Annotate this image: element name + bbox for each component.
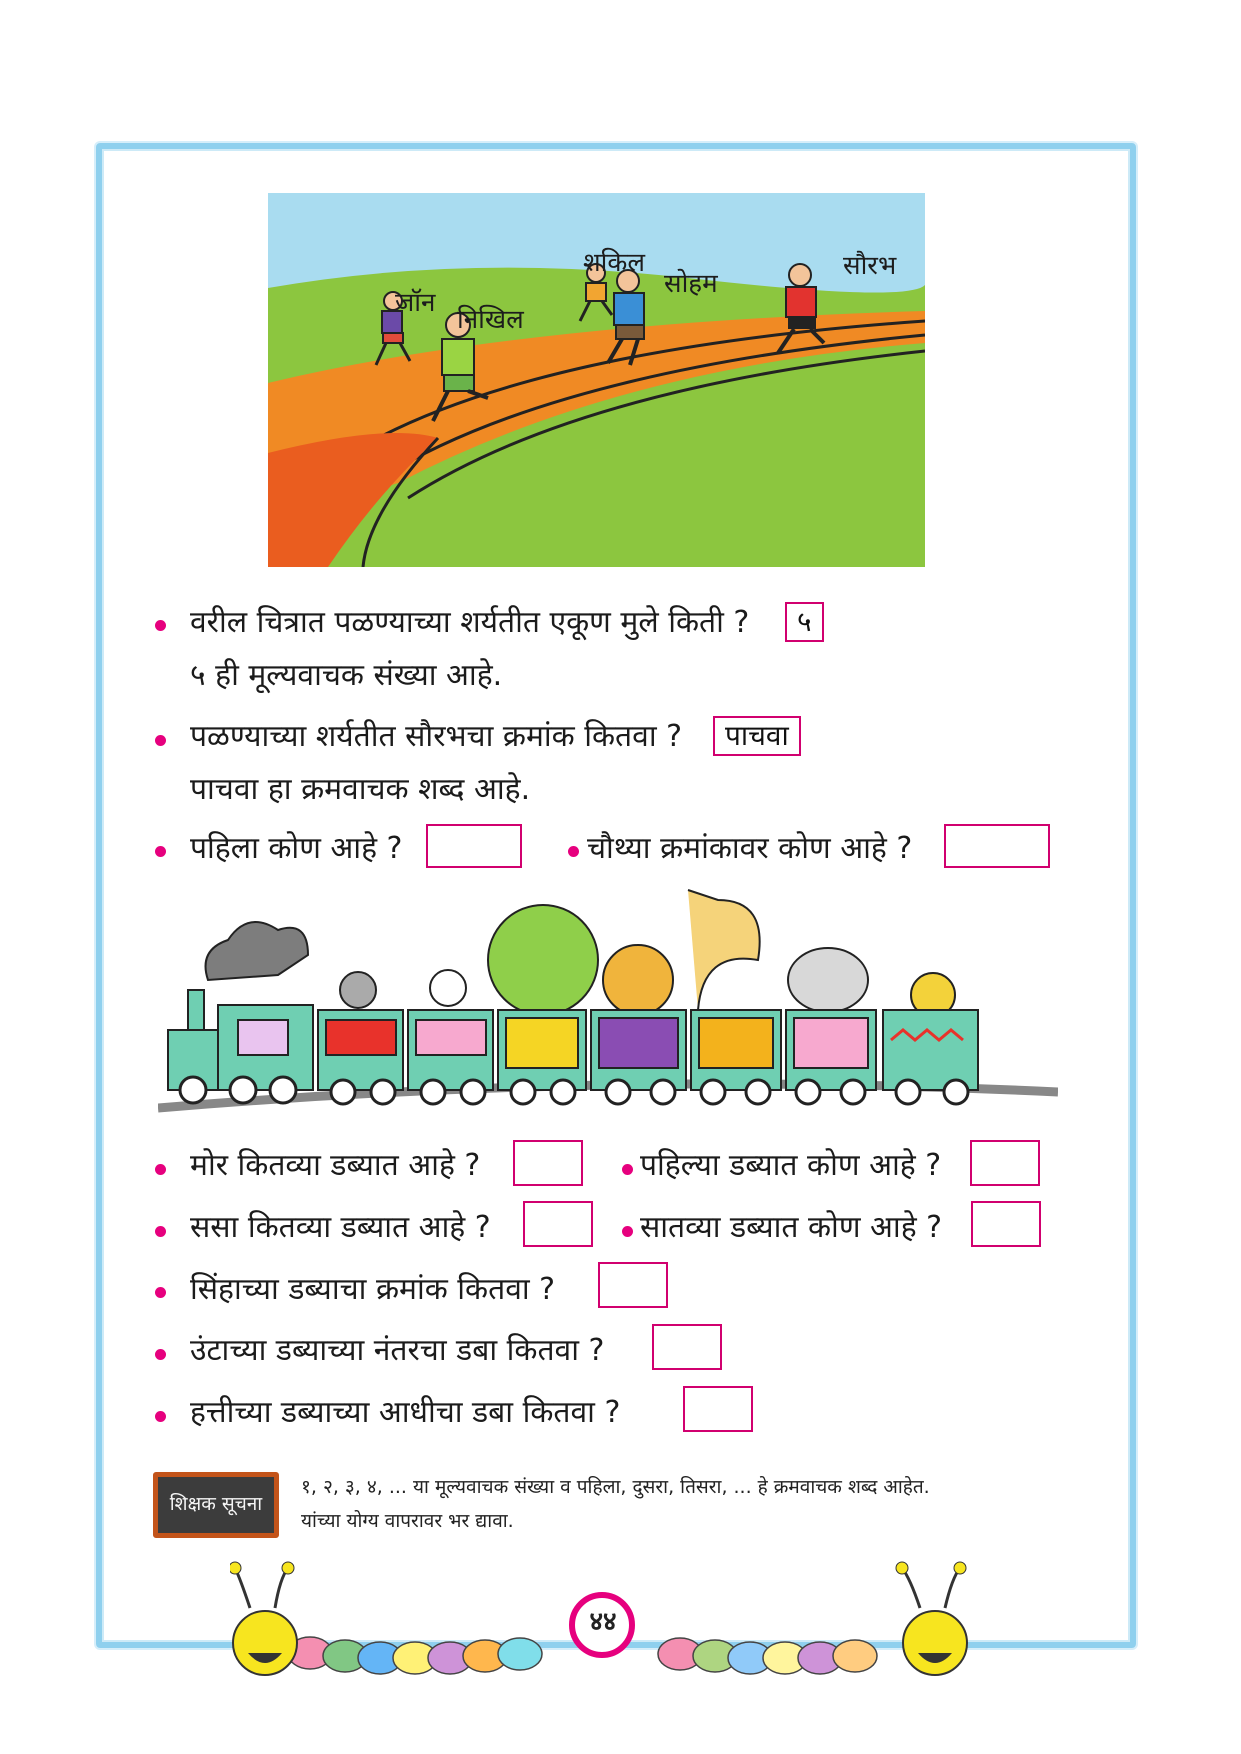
answer-box-lion[interactable] <box>598 1262 668 1308</box>
bullet <box>622 1226 633 1237</box>
answer-box-first-wagon[interactable] <box>970 1140 1040 1186</box>
answer-box-fourth[interactable] <box>944 824 1050 868</box>
name-soham: सोहम <box>664 269 718 299</box>
answer-box-peacock[interactable] <box>513 1140 583 1186</box>
teacher-note-board: शिक्षक सूचना <box>153 1472 279 1538</box>
teacher-note-line-1: १, २, ३, ४, ... या मूल्यवाचक संख्या व पहिला, दुसरा, तिसरा, ... हे क्रमवाचक शब्द आहेत. <box>301 1476 930 1498</box>
question-seventh-wagon: सातव्या डब्यात कोण आहे ? <box>640 1210 943 1245</box>
answer-box-after-camel[interactable] <box>652 1324 722 1370</box>
question-after-camel: उंटाच्या डब्याच्या नंतरचा डबा कितवा ? <box>190 1333 605 1368</box>
bullet <box>155 1226 166 1237</box>
bullet <box>155 1287 166 1298</box>
wagon-rabbit <box>408 970 493 1090</box>
answer-box-rabbit[interactable] <box>523 1201 593 1247</box>
question-fourth: चौथ्या क्रमांकावर कोण आहे ? <box>587 831 913 866</box>
engine <box>168 990 313 1090</box>
question-lion: सिंहाच्या डब्याचा क्रमांक कितवा ? <box>190 1272 556 1307</box>
answer-box-saurabh-rank[interactable]: पाचवा <box>713 716 801 756</box>
wagon-elephant <box>786 948 876 1090</box>
teacher-note-line-2: यांच्या योग्य वापरावर भर द्यावा. <box>301 1510 514 1532</box>
bullet <box>622 1164 633 1175</box>
question-total-children: वरील चित्रात पळण्याच्या शर्यतीत एकूण मुले किती ? <box>190 605 750 640</box>
name-shakil: शकिल <box>583 248 646 278</box>
bullet <box>155 620 166 631</box>
bullet <box>155 1164 166 1175</box>
bullet <box>568 846 579 857</box>
statement-cardinal: ५ ही मूल्यवाचक संख्या आहे. <box>190 658 503 693</box>
train-illustration <box>158 880 1058 1122</box>
bullet <box>155 735 166 746</box>
answer-box-total[interactable]: ५ <box>785 602 824 642</box>
name-saurabh: सौरभ <box>843 251 897 281</box>
wagon-mouse <box>318 972 403 1090</box>
question-first: पहिला कोण आहे ? <box>190 831 403 866</box>
name-nikhil: निखिल <box>457 305 524 335</box>
name-john: जॉन <box>395 288 436 318</box>
question-before-elephant: हत्तीच्या डब्याच्या आधीचा डबा कितवा ? <box>190 1395 621 1430</box>
wagon-camel <box>688 890 781 1090</box>
wagon-peacock <box>488 905 598 1090</box>
wagon-lion <box>591 945 686 1090</box>
wagon-tiger <box>883 973 978 1090</box>
bullet <box>155 1349 166 1360</box>
page-number: ४४ <box>589 1607 617 1637</box>
bullet <box>155 846 166 857</box>
answer-box-before-elephant[interactable] <box>683 1386 753 1432</box>
bullet <box>155 1411 166 1422</box>
answer-box-first[interactable] <box>426 824 522 868</box>
answer-box-seventh-wagon[interactable] <box>971 1201 1041 1247</box>
statement-ordinal: पाचवा हा क्रमवाचक शब्द आहे. <box>190 772 531 807</box>
question-first-wagon: पहिल्या डब्यात कोण आहे ? <box>640 1148 942 1183</box>
question-rabbit: ससा कितव्या डब्यात आहे ? <box>190 1210 491 1245</box>
question-saurabh-rank: पळण्याच्या शर्यतीत सौरभचा क्रमांक कितवा ? <box>190 719 683 754</box>
question-peacock: मोर कितव्या डब्यात आहे ? <box>190 1148 481 1183</box>
